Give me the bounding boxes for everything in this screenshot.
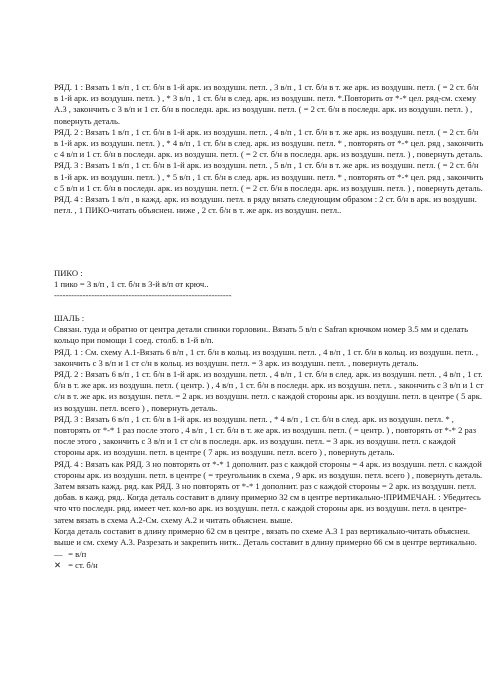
row-4-text: РЯД. 4 : Вязать 1 в/п , в кажд. арк. из воздушн. петл. в ряду вязать следующим образом : 2 ст. б/н в арк. из воздушн. петл. , 1 ПИКО-читать объяснен. ниже , 2 ст. б/н в т. же арк. из воздушн. петл.. (54, 194, 477, 216)
row-2-text: РЯД. 2 : Вязать 1 в/п , 1 ст. б/н в 1-й арк. из воздушн. петл. , 4 в/п , 1 ст. б/н в т. же арк. из воздушн. петл. ( = 2 ст. б/н в 1-й арк. из воздушн. петл. ) , * 4 в/п , 1 ст. б/н в след. арк. из воздушн. петл. * , повторять от *-* цел. ряд , закончить с 4 в/п и 1 ст. б/н в последн. арк. из воздушн. петл. ( = 2 ст. б/н в последн. арк. из воздушн. петл. ) , повернуть деталь. (54, 126, 484, 160)
shawl-after-2: Когда деталь составит в длину примерно 62 см в центре , вязать по схеме А.3 1 раз вертикально-читать объяснен. выше и см. схему А.3. Разрезать и закрепить нитк.. Деталь составит в длину примерно 66 см в центре вертикально. (54, 525, 477, 548)
row-1-text: РЯД. 1 : Вязать 1 в/п , 1 ст. б/н в 1-й арк. из воздушн. петл. , 3 в/п , 1 ст. б/н в т. же арк. из воздушн. петл. ( = 2 ст. б/н в 1-й арк. из воздушн. петл. ) , * 3 в/п , 1 ст. б/н в след. арк. из воздушн. петл. *.Повторить от *-* цел. ряд-см. схему А.3 , закончить с 3 в/п и 1 ст. б/н в последн. арк. из воздушн. петл. ( = 2 ст. б/н в последн. арк. из воздушн. петл. ) , повернуть деталь. (54, 82, 479, 126)
row-3-text: РЯД. 3 : Вязать 1 в/п , 1 ст. б/н в 1-й арк. из воздушн. петл. , 5 в/п , 1 ст. б/н в т. же арк. из воздушн. петл. ( = 2 ст. б/н в 1-й арк. из воздушн. петл. ) , * 5 в/п , 1 ст. б/н в след. арк. из воздушн. петл. * , повторять от *-* цел. ряд , закончить с 5 в/п и 1 ст. б/н в последн. арк. из воздушн. петл. ( = 2 ст. б/н в последн. арк. из воздушн. петл. ) , повернуть деталь. (54, 160, 484, 193)
shawl-row-2: РЯД. 2 : Вязать 6 в/п , 1 ст. б/н в 1-й арк. из воздушн. петл. , 4 в/п , 1 ст. б/н в след. арк. из воздушн. петл. , 4 в/п , 1 ст. б/н в т. же арк. из воздушн. петл. ( центр. ) , 4 в/п , 1 ст. б/н в последн. арк. из воздушн. петл. , закончить с 3 в/п и 1 ст с/н в т. же арк. из воздушн. петл. = 2 арк. из воздушн. петл. с каждой стороны арк. из воздушн. петл. в центре ( 5 арк. из воздушн. петл. всего ) , повернуть деталь. (54, 369, 484, 413)
shawl-title: ШАЛЬ : (54, 313, 85, 323)
shawl-section (54, 313, 484, 572)
legend-item-chain (54, 549, 484, 560)
shawl-row-1: РЯД. 1 : См. схему А.1-Вязать 6 в/п , 1 ст. б/н в кольц. из воздушн. петл. , 4 в/п , 1 ст. б/н в кольц. из воздушн. петл. , закончить с 3 в/п и 1 ст с/н в кольц. из воздушн. петл. = 3 арк. из воздушн. петл. , повернуть деталь. (54, 346, 478, 368)
rows-section (54, 82, 484, 216)
legend-item-sc (54, 560, 484, 571)
divider-line: -------------------------------------------------------------- (54, 290, 232, 301)
piko-section (54, 268, 484, 302)
shawl-intro: Связан. туда и обратно от центра детали спинки горловин.. Вязать 5 в/п с Safran крючком номер 3.5 мм и сделать кольцо при помощи 1 соед. столб. в 1-й в/п. (54, 324, 469, 346)
legend (54, 549, 484, 571)
shawl-after-1: Затем вязать кажд. ряд. как РЯД. 3 но повторять от *-* 1 дополнит. раз с каждой стороны = 2 арк. из воздушн. петл. добав. в кажд. ряд.. Когда деталь составит в длину примерно 32 см в центре вертикально-!ПРИМЕЧАН. : Убедитесь что что последн. ряд. имеет чет. кол-во арк. из воздушн. петл. с каждой стороны арк. из воздушн. петл. в центре-затем вязать в схема А.2-См. схему А.2 и читать объяснен. выше. (54, 481, 481, 525)
legend-sc-label: = ст. б/н (68, 560, 98, 571)
dash-icon: — (54, 549, 63, 560)
cross-icon: ✕ (54, 560, 62, 571)
piko-title: ПИКО : (54, 268, 83, 278)
shawl-row-4: РЯД. 4 : Вязать как РЯД. 3 но повторять от *-* 1 дополнит. раз с каждой стороны = 4 арк. из воздушн. петл. с каждой стороны арк. из воздушн. петл. в центре ( = треугольник в схема , 9 арк. из воздушн. петл. всего ) , повернуть деталь. (54, 458, 483, 480)
shawl-row-3: РЯД. 3 : Вязать 6 в/п , 1 ст. б/н в 1-й арк. из воздушн. петл. , * 4 в/п , 1 ст. б/н в след. арк. из воздушн. петл. * , повторять от *-* 1 раз после этого , 4 в/п , 1 ст. б/н в т. же арк. из воздушн. петл. ( = центр. ) , повторять от *-* 2 раз после этого , закончить с 3 в/п и 1 ст с/н в последн. арк. из воздушн. петл. = 3 арк. из воздушн. петл. с каждой стороны арк. из воздушн. петл. в центре ( 7 арк. из воздушн. петл. всего ) , повернуть деталь. (54, 413, 477, 458)
legend-chain-label: = в/п (68, 549, 87, 560)
piko-text: 1 пико = 3 в/п , 1 ст. б/н в 3-й в/п от крюч.. (54, 279, 209, 290)
